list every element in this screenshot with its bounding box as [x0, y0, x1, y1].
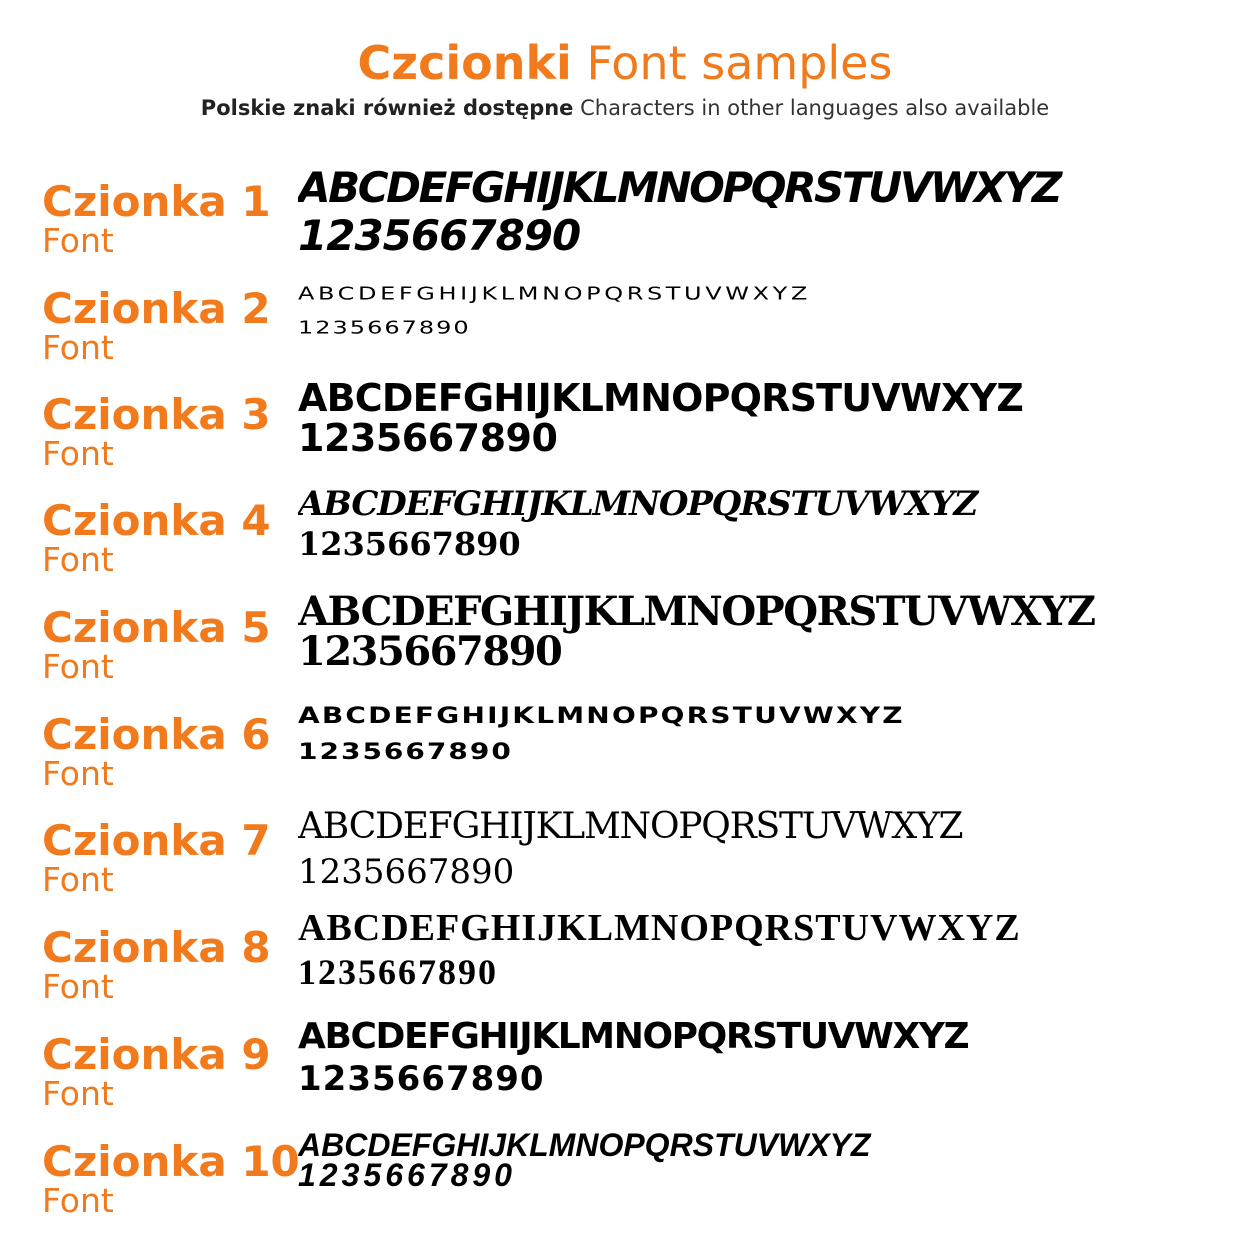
font-label-5 — [42, 603, 271, 686]
font-sample-numbers: 1235667890 — [298, 317, 471, 338]
font-label-2 — [42, 284, 271, 367]
font-sample-alphabet: ABCDEFGHIJKLMNOPQRSTUVWXYZ — [298, 588, 1095, 635]
title-light-text: Font samples — [586, 36, 893, 90]
font-label-10 — [42, 1137, 300, 1220]
font-sample-numbers: 1235667890 — [298, 211, 581, 260]
font-row-8 — [0, 907, 1250, 1020]
font-label-sub: Font — [42, 1074, 114, 1113]
font-sample-numbers: 1235667890 — [298, 739, 513, 765]
font-label-sub: Font — [42, 860, 114, 899]
font-sample-numbers: 1235667890 — [298, 1059, 545, 1099]
font-sample-numbers: 1235667890 — [298, 628, 562, 675]
font-row-6 — [0, 701, 1250, 807]
font-label-sub: Font — [42, 1181, 114, 1220]
font-label-sub: Font — [42, 540, 114, 579]
font-sample-alphabet: ABCDEFGHIJKLMNOPQRSTUVWXYZ — [298, 484, 978, 524]
font-label-sub: Font — [42, 434, 114, 473]
font-sample-numbers: 1235667890 — [298, 952, 498, 992]
font-label-main: Czionka 5 — [42, 603, 271, 652]
font-sample-alphabet: ABCDEFGHIJKLMNOPQRSTUVWXYZ — [298, 806, 963, 847]
font-row-10 — [0, 1128, 1250, 1234]
font-label-main: Czionka 10 — [42, 1137, 300, 1186]
font-sample-numbers: 1235667890 — [298, 1157, 516, 1193]
font-row-2 — [0, 275, 1250, 381]
font-label-main: Czionka 3 — [42, 390, 271, 439]
font-sample-alphabet: ABCDEFGHIJKLMNOPQRSTUVWXYZ — [298, 1127, 871, 1163]
font-row-9 — [0, 1016, 1250, 1127]
page-subtitle — [0, 94, 1250, 122]
font-sample-alphabet: ABCDEFGHIJKLMNOPQRSTUVWXYZ — [298, 163, 1060, 212]
font-label-9 — [42, 1030, 271, 1113]
font-sample-numbers: 1235667890 — [298, 525, 521, 563]
font-sample-alphabet: ABCDEFGHIJKLMNOPQRSTUVWXYZ — [298, 1016, 969, 1057]
font-label-main: Czionka 6 — [42, 710, 271, 759]
font-label-main: Czionka 2 — [42, 284, 271, 333]
font-sample-alphabet: ABCDEFGHIJKLMNOPQRSTUVWXYZ — [298, 376, 1024, 420]
font-sample-alphabet: ABCDEFGHIJKLMNOPQRSTUVWXYZ — [298, 907, 1021, 949]
font-row-4 — [0, 484, 1250, 593]
page-header — [0, 32, 1250, 122]
font-label-main: Czionka 4 — [42, 496, 271, 545]
font-label-main: Czionka 1 — [42, 177, 271, 226]
font-label-sub: Font — [42, 967, 114, 1006]
font-label-8 — [42, 923, 271, 1006]
font-row-7 — [0, 807, 1250, 913]
subtitle-bold-text: Polskie znaki również dostępne — [200, 96, 574, 120]
font-row-3 — [0, 376, 1250, 487]
font-sample-alphabet: ABCDEFGHIJKLMNOPQRSTUVWXYZ — [298, 283, 811, 304]
font-label-sub: Font — [42, 647, 114, 686]
font-row-5 — [0, 588, 1250, 700]
font-sample-numbers: 1235667890 — [298, 416, 558, 460]
font-label-sub: Font — [42, 328, 114, 367]
font-label-4 — [42, 496, 271, 579]
font-label-1 — [42, 177, 271, 260]
font-sample-alphabet: ABCDEFGHIJKLMNOPQRSTUVWXYZ — [298, 703, 905, 729]
font-label-main: Czionka 9 — [42, 1030, 271, 1079]
font-label-main: Czionka 8 — [42, 923, 271, 972]
font-sample-numbers: 1235667890 — [298, 852, 515, 892]
title-bold-text: Czcionki — [357, 36, 572, 90]
font-label-3 — [42, 390, 271, 473]
font-label-main: Czionka 7 — [42, 816, 271, 865]
font-label-sub: Font — [42, 221, 114, 260]
page-title — [0, 32, 1250, 94]
font-row-1 — [0, 163, 1250, 274]
subtitle-light-text: Characters in other languages also available — [580, 96, 1050, 120]
font-label-7 — [42, 816, 271, 899]
font-label-sub: Font — [42, 754, 114, 793]
font-label-6 — [42, 710, 271, 793]
